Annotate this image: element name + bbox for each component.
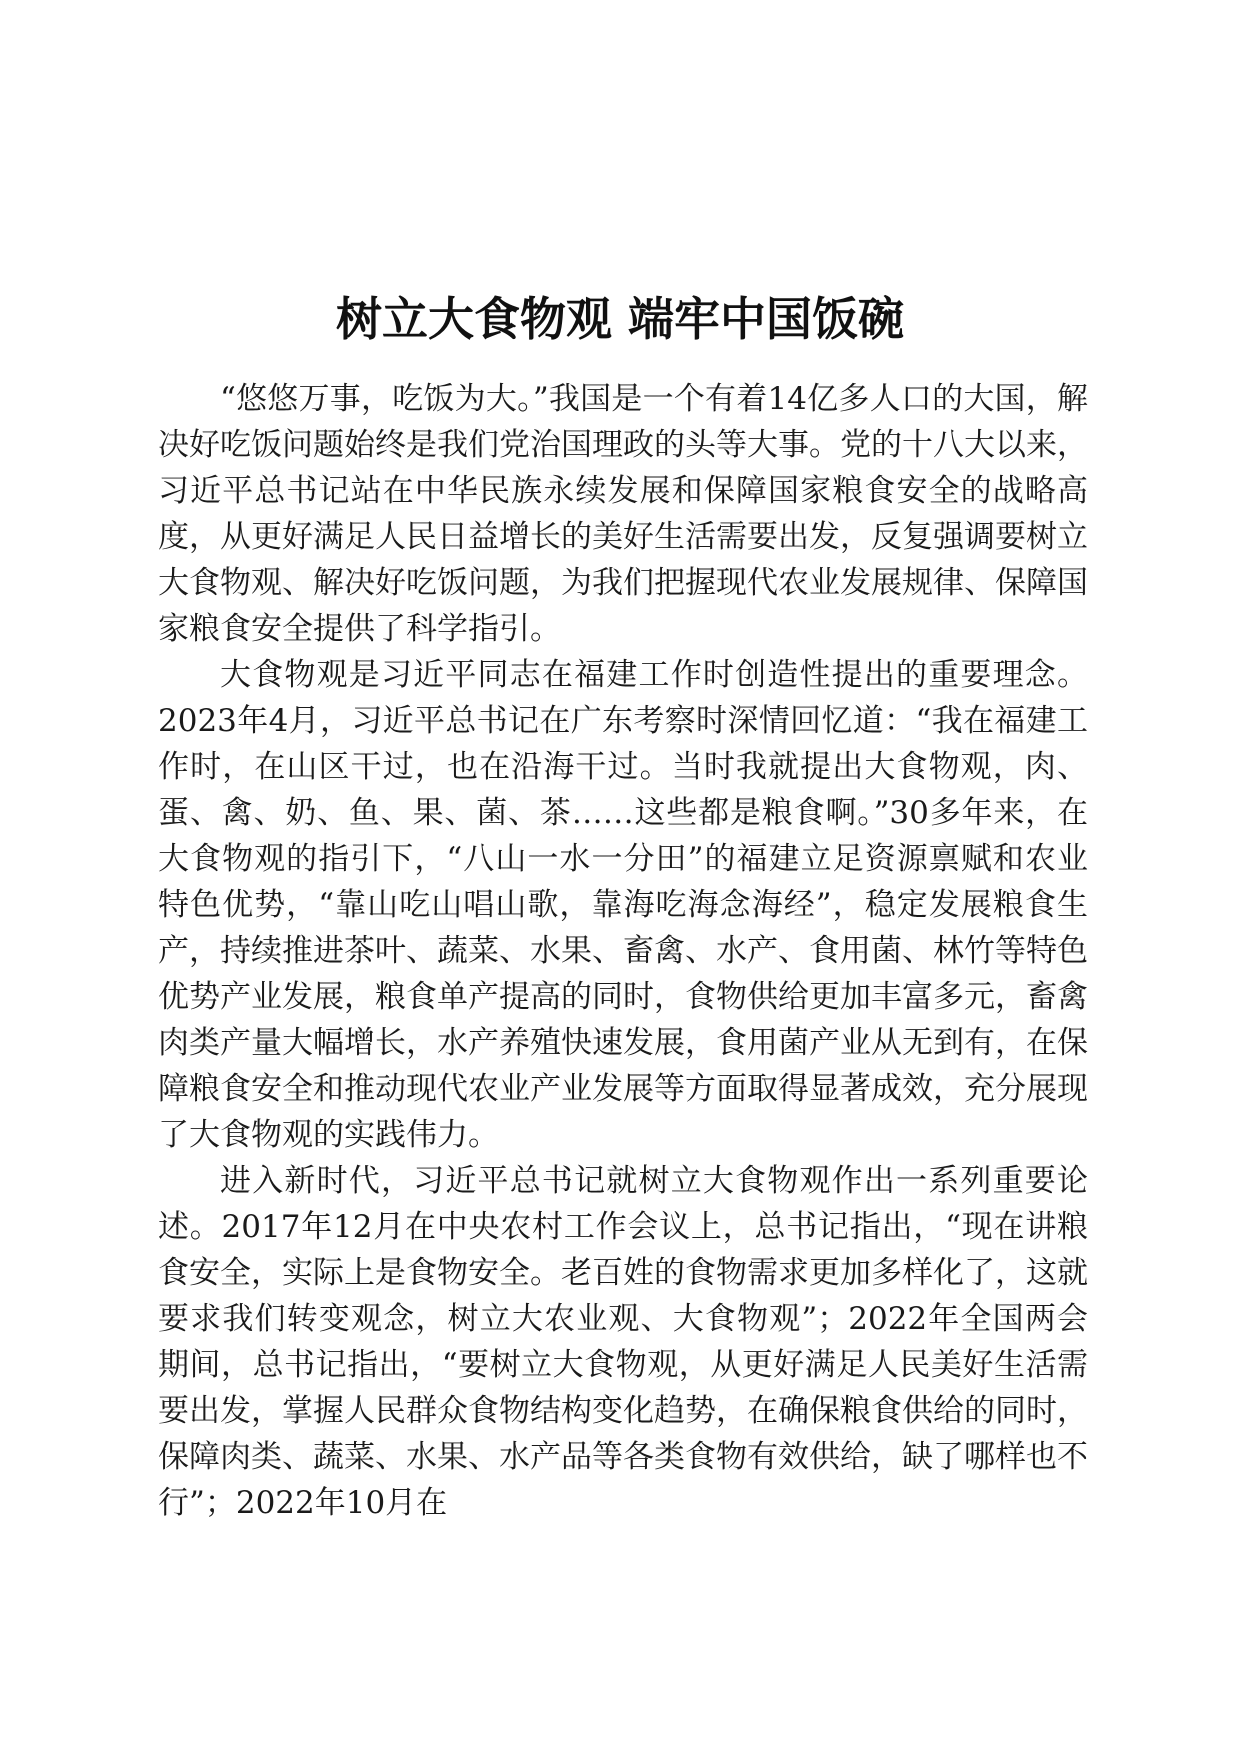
paragraph: “悠悠万事，吃饭为大。”我国是一个有着14亿多人口的大国，解决好吃饭问题始终是我们党治国理政的头等大事。党的十八大以来，习近平总书记站在中华民族永续发展和保障国家粮食安全的战略高度，从更好满足人民日益增长的美好生活需要出发，反复强调要树立大食物观、解决好吃饭问题，为我们把握现代农业发展规律、保障国家粮食安全提供了科学指引。 (158, 381, 1088, 647)
paragraph: 大食物观是习近平同志在福建工作时创造性提出的重要理念。2023年4月，习近平总书记在广东考察时深情回忆道：“我在福建工作时，在山区干过，也在沿海干过。当时我就提出大食物观，肉、蛋、禽、奶、鱼、果、菌、茶……这些都是粮食啊。”30多年来，在大食物观的指引下，“八山一水一分田”的福建立足资源禀赋和农业特色优势，“靠山吃山唱山歌，靠海吃海念海经”，稳定发展粮食生产，持续推进茶叶、蔬菜、水果、畜禽、水产、食用菌、林竹等特色优势产业发展，粮食单产提高的同时，食物供给更加丰富多元，畜禽肉类产量大幅增长，水产养殖快速发展，食用菌产业从无到有，在保障粮食安全和推动现代农业产业发展等方面取得显著成效，充分展现了大食物观的实践伟力。 (158, 657, 1088, 1153)
page-title: 树立大食物观 端牢中国饭碗 (335, 291, 904, 346)
article-body (158, 376, 1088, 1526)
paragraph: 进入新时代，习近平总书记就树立大食物观作出一系列重要论述。2017年12月在中央农村工作会议上，总书记指出，“现在讲粮食安全，实际上是食物安全。老百姓的食物需求更加多样化了，这就要求我们转变观念，树立大农业观、大食物观”；2022年全国两会期间，总书记指出，“要树立大食物观，从更好满足人民美好生活需要出发，掌握人民群众食物结构变化趋势，在确保粮食供给的同时，保障肉类、蔬菜、水果、水产品等各类食物有效供给，缺了哪样也不行”；2022年10月在 (158, 1163, 1088, 1521)
